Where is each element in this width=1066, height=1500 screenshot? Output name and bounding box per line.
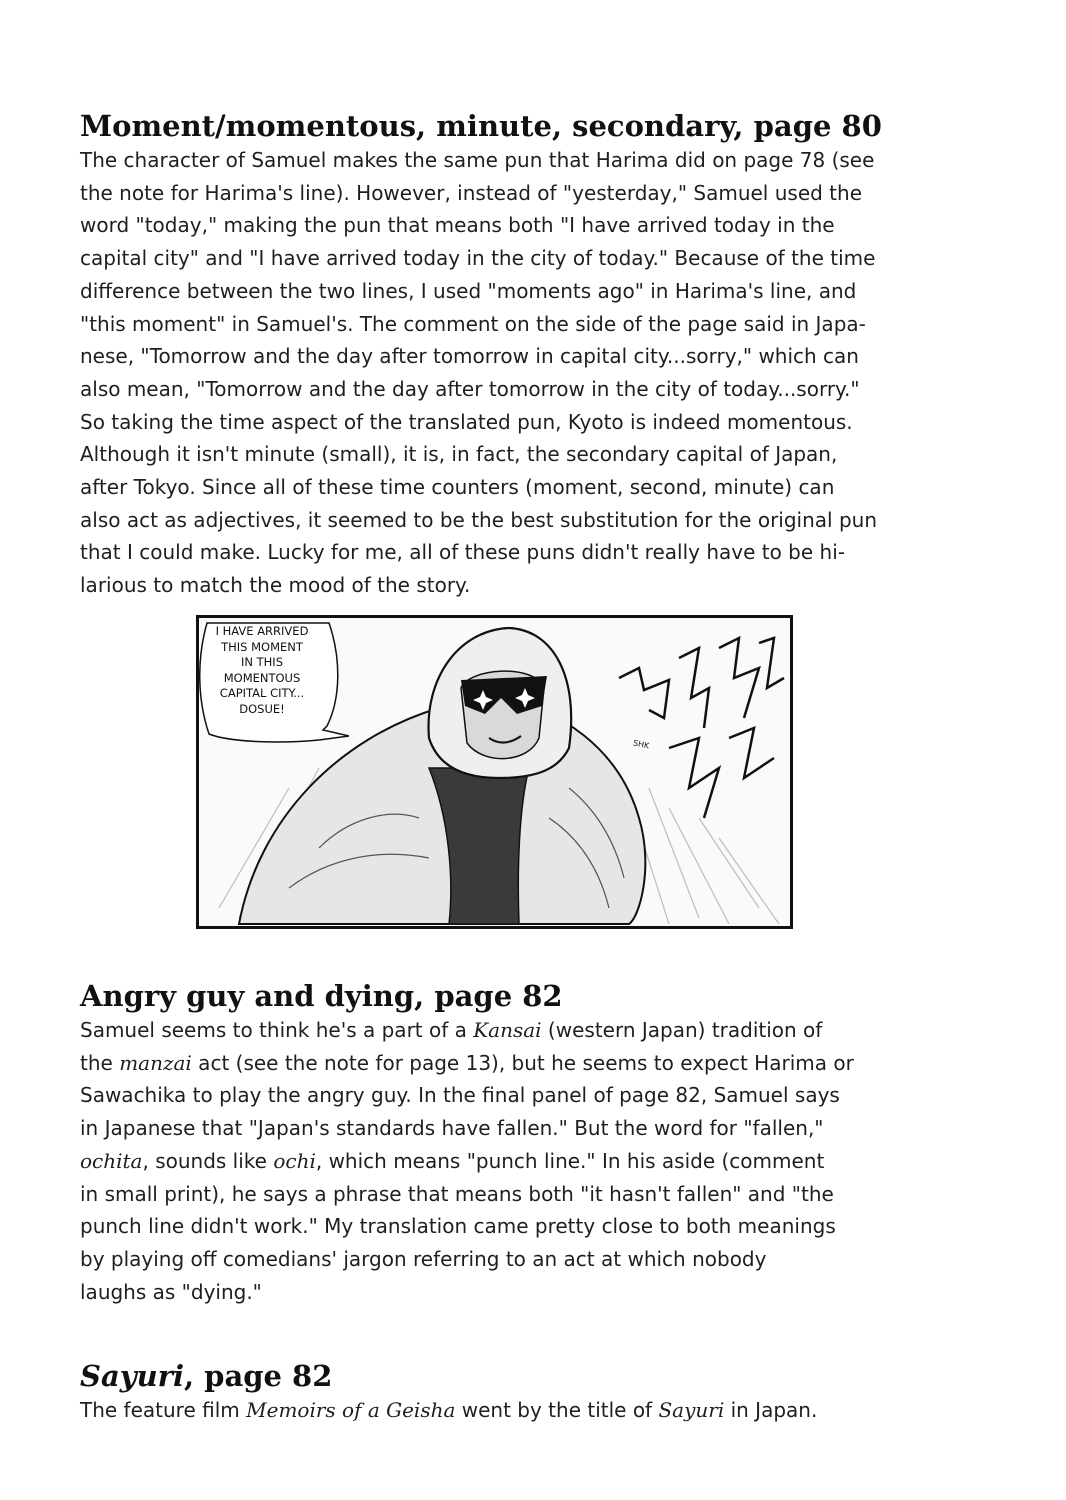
italic-term: ochita — [80, 1148, 143, 1173]
note-heading: Angry guy and dying, page 82 — [80, 979, 563, 1013]
text-run: The feature film — [80, 1398, 247, 1422]
note-line: capital city" and "I have arrived today in the city of today." Because of the time — [80, 246, 876, 271]
note-heading — [80, 1358, 990, 1394]
bubble-line: MOMENTOUS — [223, 670, 301, 685]
note-sayuri — [80, 1358, 990, 1427]
note-line: by playing off comedians' jargon referring to an act at which nobody — [80, 1246, 767, 1271]
speech-bubble-text — [203, 624, 321, 718]
note-line — [80, 1145, 990, 1178]
italic-title: Sayuri — [80, 1359, 184, 1393]
text-run: Samuel seems to think he's a part of a — [80, 1018, 474, 1042]
note-heading: Moment/momentous, minute, secondary, page 80 — [80, 109, 882, 143]
note-line: after Tokyo. Since all of these time counters (moment, second, minute) can — [80, 475, 835, 500]
text-run: act (see the note for page 13), but he seems to expect Harima or — [191, 1050, 854, 1075]
note-line: laughs as "dying." — [80, 1279, 262, 1304]
note-line: in small print), he says a phrase that means both "it hasn't fallen" and "the — [80, 1181, 834, 1206]
bubble-line: IN THIS — [240, 655, 283, 670]
text-run: , sounds like — [142, 1148, 274, 1173]
note-line: Sawachika to play the angry guy. In the final panel of page 82, Samuel says — [80, 1083, 840, 1108]
text-run: went by the title of — [455, 1398, 659, 1422]
note-line — [80, 1394, 990, 1427]
note-line: Although it isn't minute (small), it is, in fact, the secondary capital of Japan, — [80, 442, 838, 467]
note-line: word "today," making the pun that means both "I have arrived today in the — [80, 213, 835, 238]
note-moment-momentous — [80, 108, 990, 602]
sound-effect-label: SHK — [632, 738, 651, 751]
bubble-line: DOSUE! — [239, 701, 285, 716]
italic-term: ochi — [273, 1148, 316, 1173]
italic-term: Memoirs of a Geisha — [246, 1398, 456, 1422]
note-line: punch line didn't work." My translation came pretty close to both meanings — [80, 1214, 836, 1239]
text-run: , which means "punch line." In his aside (comment — [315, 1148, 825, 1173]
bubble-line: I HAVE ARRIVED — [215, 624, 309, 638]
italic-term: Sayuri — [658, 1398, 725, 1422]
italic-term: Kansai — [473, 1018, 542, 1042]
note-body — [80, 1394, 990, 1427]
note-line: also act as adjectives, it seemed to be the best substitution for the original pun — [80, 507, 878, 532]
note-line: larious to match the mood of the story. — [80, 573, 471, 598]
note-angry-guy-dying — [80, 978, 990, 1308]
note-line: So taking the time aspect of the translated pun, Kyoto is indeed momentous. — [80, 409, 853, 434]
note-line: in Japanese that "Japan's standards have fallen." But the word for "fallen," — [80, 1116, 824, 1141]
note-line — [80, 1047, 990, 1080]
note-line: nese, "Tomorrow and the day after tomorrow in capital city...sorry," which can — [80, 344, 859, 369]
text-run: in Japan. — [724, 1398, 818, 1422]
bubble-line: THIS MOMENT — [221, 639, 303, 654]
note-line: that I could make. Lucky for me, all of these puns didn't really have to be hi- — [80, 540, 845, 565]
note-line: difference between the two lines, I used "moments ago" in Harima's line, and — [80, 278, 857, 303]
bubble-line: CAPITAL CITY... — [219, 686, 305, 701]
text-run: (western Japan) tradition of — [541, 1018, 823, 1042]
note-line: "this moment" in Samuel's. The comment on the side of the page said in Japa- — [80, 311, 866, 336]
note-line: also mean, "Tomorrow and the day after tomorrow in the city of today...sorry." — [80, 376, 860, 401]
text-run: the — [80, 1050, 120, 1075]
italic-term: manzai — [119, 1050, 192, 1075]
note-line: the note for Harima's line). However, instead of "yesterday," Samuel used the — [80, 180, 862, 205]
heading-text: , page 82 — [183, 1359, 333, 1393]
note-line: The character of Samuel makes the same pun that Harima did on page 78 (see — [80, 148, 875, 172]
note-body — [80, 1014, 990, 1308]
note-body — [80, 144, 990, 602]
manga-panel-illustration — [196, 615, 793, 929]
note-line — [80, 1014, 990, 1047]
